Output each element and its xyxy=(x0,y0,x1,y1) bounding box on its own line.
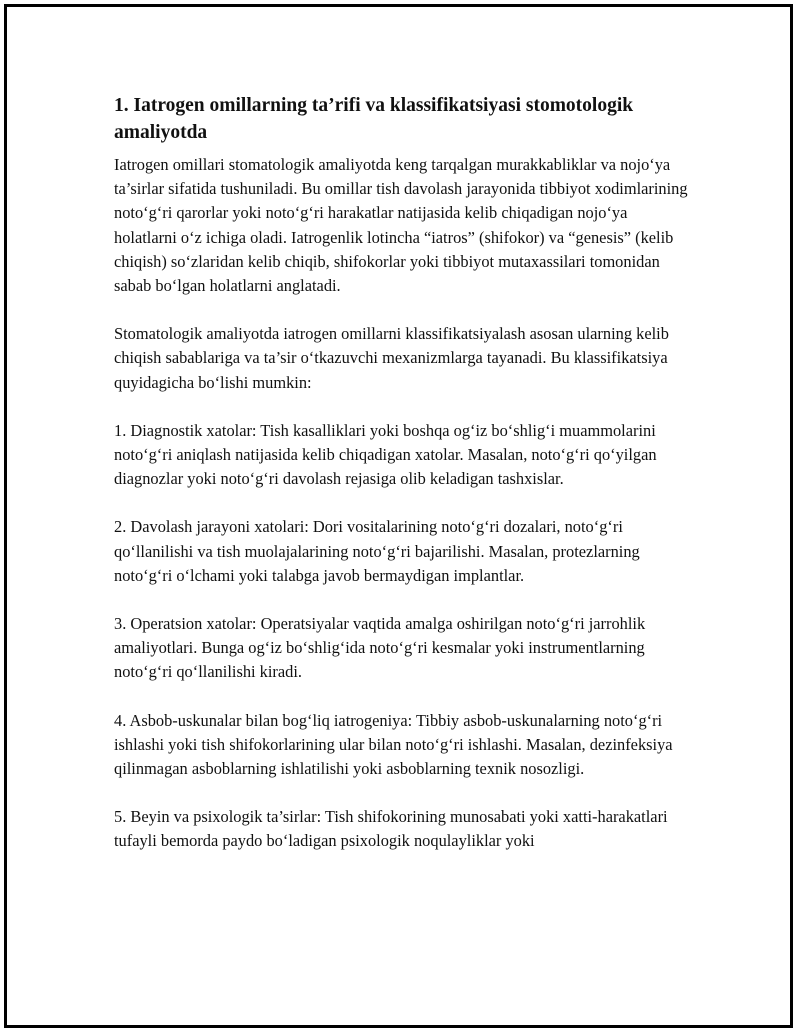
paragraph-diagnostic-errors: 1. Diagnostik xatolar: Tish kasalliklari yoki boshqa og‘iz bo‘shlig‘i muammolarini noto‘g‘ri aniqlash natijasida kelib chiqadigan xatolar. Masalan, noto‘g‘ri qo‘yilgan diagnozlar yoki noto‘g‘ri davolash rejasiga olib keladigan tashxislar. xyxy=(114,420,657,489)
document-title: 1. Iatrogen omillarning ta’rifi va klassifikatsiyasi stomotologik amaliyotda xyxy=(114,95,634,143)
paragraph-treatment-errors: 2. Davolash jarayoni xatolari: Dori vositalarining noto‘g‘ri dozalari, noto‘g‘ri qo‘llanilishi va tish muolajalarining noto‘g‘ri bajarilishi. Masalan, protezlarning noto‘g‘ri o‘lchami yoki talabga javob bermaydigan implantlar. xyxy=(114,517,640,585)
paragraph-operative-errors: 3. Operatsion xatolar: Operatsiyalar vaqtida amalga oshirilgan noto‘g‘ri jarrohlik amaliyotlari. Bunga og‘iz bo‘shlig‘ida noto‘g‘ri kesmalar yoki instrumentlarning noto‘g‘ri qo‘llanilishi kiradi. xyxy=(114,614,646,682)
paragraph-classification-intro: Stomatologik amaliyotda iatrogen omillarni klassifikatsiyalash asosan ularning kelib chiqish sabablariga va ta’sir o‘tkazuvchi mexanizmlarga tayanadi. Bu klassifikatsiya quyidagicha bo‘lishi mumkin: xyxy=(114,324,669,392)
paragraph-psychological-effects: 5. Beyin va psixologik ta’sirlar: Tish shifokorining munosabati yoki xatti-harakatlari tufayli bemorda paydo bo‘ladigan psixologik noqulayliklar yoki xyxy=(114,807,668,851)
document-body xyxy=(114,92,694,878)
paragraph-equipment-iatrogeny: 4. Asbob-uskunalar bilan bog‘liq iatrogeniya: Tibbiy asbob-uskunalarning noto‘g‘ri ishlashi yoki tish shifokorlarining ular bilan noto‘g‘ri ishlashi. Masalan, dezinfeksiya qilinmagan asboblarning ishlatilishi yoki asboblarning texnik nosozligi. xyxy=(114,710,673,779)
paragraph-definition: Iatrogen omillari stomatologik amaliyotda keng tarqalgan murakkabliklar va nojo‘ya ta’sirlar sifatida tushuniladi. Bu omillar tish davolash jarayonida tibbiyot xodimlarining noto‘g‘ri qarorlar yoki noto‘g‘ri harakatlar natijasida kelib chiqadigan nojo‘ya holatlarni o‘z ichiga oladi. Iatrogenlik lotincha “iatros” (shifokor) va “genesis” (kelib chiqish) so‘zlaridan kelib chiqib, shifokorlar yoki tibbiyot mutaxassilari tomonidan sabab bo‘lgan holatlarni anglatadi. xyxy=(114,155,688,296)
